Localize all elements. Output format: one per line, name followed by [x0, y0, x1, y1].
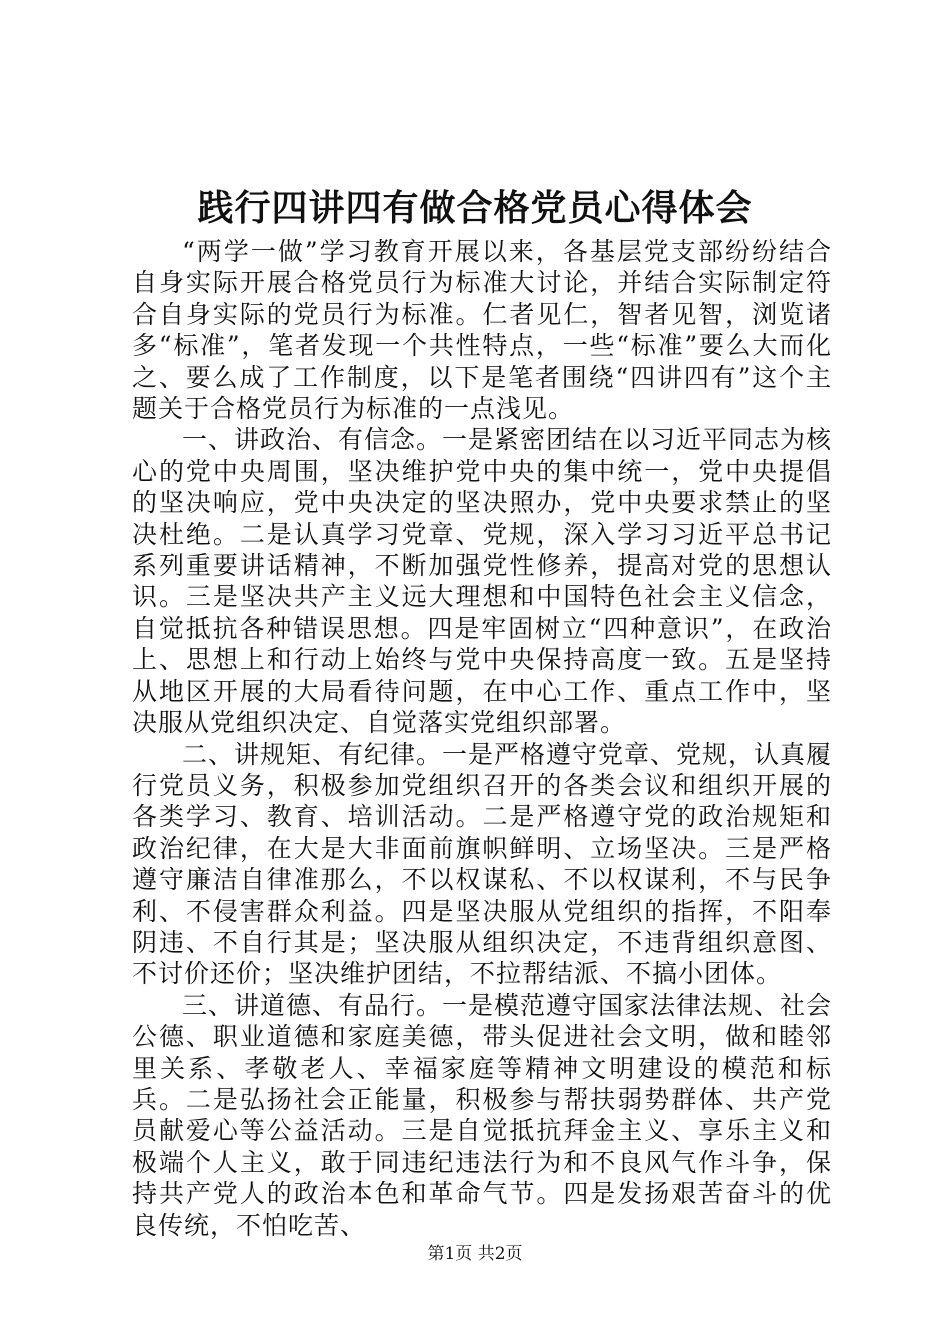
document-title: 践行四讲四有做合格党员心得体会 [197, 187, 753, 229]
paragraph-intro: “两学一做”学习教育开展以来，各基层党支部纷纷结合自身实际开展合格党员行为标准大讨论，并结合实际制定符合自身实际的党员行为标准。仁者见仁，智者见智，浏览诸多“标准”，笔者发现一个共性特点，一些“标准”要么大而化之、要么成了工作制度，以下是笔者围绕“四讲四有”这个主题关于合格党员行为标准的一点浅见。 [132, 237, 832, 424]
paragraph-morality: 三、讲道德、有品行。一是模范遵守国家法律法规、社会公德、职业道德和家庭美德，带头促进社会文明，做和睦邻里关系、孝敬老人、幸福家庭等精神文明建设的模范和标兵。二是弘扬社会正能量，积极参与帮扶弱势群体、共产党员献爱心等公益活动。三是自觉抵抗拜金主义、享乐主义和极端个人主义，敢于同违纪违法行为和不良风气作斗争，保持共产党人的政治本色和革命气节。四是发扬艰苦奋斗的优良传统，不怕吃苦、 [132, 990, 833, 1240]
document-body [132, 236, 832, 1241]
paragraph-rules: 二、讲规矩、有纪律。一是严格遵守党章、党规，认真履行党员义务，积极参加党组织召开的各类会议和组织开展的各类学习、教育、培训活动。二是严格遵守党的政治规矩和政治纪律，在大是大非面前旗帜鲜明、立场坚决。三是严格遵守廉洁自律准那么，不以权谋私、不以权谋利，不与民争利、不侵害群众利益。四是坚决服从党组织的指挥，不阳奉阴违、不自行其是；坚决服从组织决定，不违背组织意图、不讨价还价；坚决维护团结，不拉帮结派、不搞小团体。 [132, 739, 833, 989]
paragraph-politics: 一、讲政治、有信念。一是紧密团结在以习近平同志为核心的党中央周围，坚决维护党中央的集中统一，党中央提倡的坚决响应，党中央决定的坚决照办，党中央要求禁止的坚决杜绝。二是认真学习党章、党规，深入学习习近平总书记系列重要讲话精神，不断加强党性修养，提高对党的思想认识。三是坚决共产主义远大理想和中国特色社会主义信念，自觉抵抗各种错误思想。四是牢固树立“四种意识”，在政治上、思想上和行动上始终与党中央保持高度一致。五是坚持从地区开展的大局看待问题，在中心工作、重点工作中，坚决服从党组织决定、自觉落实党组织部署。 [132, 425, 833, 738]
page-number-footer: 第1页 共2页 [427, 1244, 523, 1264]
